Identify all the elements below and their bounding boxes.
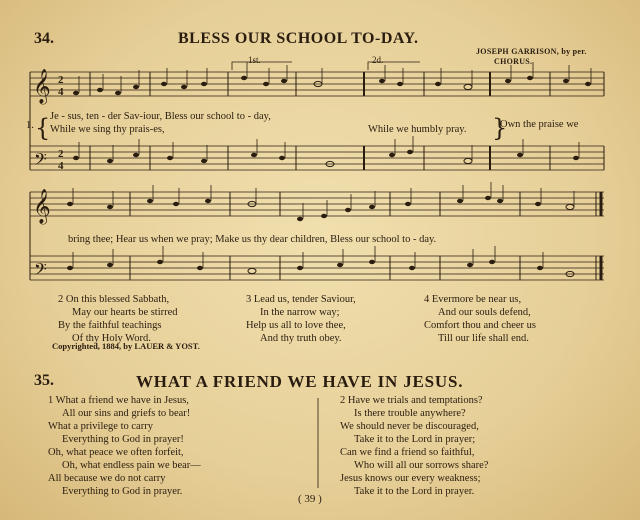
verse-line: Oh, what endless pain we bear— <box>62 460 201 471</box>
verse-2-line: 2 On this blessed Sabbath, <box>58 294 170 305</box>
verse-line: All our sins and griefs to bear! <box>62 408 191 419</box>
verse-line: Is there trouble anywhere? <box>354 408 466 419</box>
verse-2 <box>58 293 178 345</box>
verse-line: All because we do not carry <box>48 473 166 484</box>
verse-line: Everything to God in prayer. <box>62 486 183 497</box>
verse-line: Who will all our sorrows share? <box>354 460 489 471</box>
hymn35-verse-1 <box>48 394 201 498</box>
bass-clef-2: 𝄢 <box>34 259 47 283</box>
verse-line: Everything to God in prayer! <box>62 434 184 445</box>
notes-bass-2 <box>67 246 574 277</box>
hymn-number-34: 34. <box>34 30 54 47</box>
verse-3-line: Help us all to love thee, <box>246 320 346 331</box>
second-ending-label: 2d. <box>372 55 384 65</box>
verse-line: Can we find a friend so faithful, <box>340 447 475 458</box>
time-sig-bottom-1: 4 <box>58 86 64 98</box>
verse-3-line: And thy truth obey. <box>260 333 342 344</box>
first-ending-label: 1st. <box>248 55 261 65</box>
notes-treble-2 <box>67 182 574 221</box>
lyric-brace-right: } <box>492 114 508 142</box>
verse-3 <box>246 293 356 345</box>
verse-4-line: And our souls defend, <box>438 307 531 318</box>
verse-line: Take it to the Lord in prayer. <box>354 486 475 497</box>
bass-staff-1 <box>30 146 604 170</box>
verse-2-line: Of thy Holy Word. <box>72 333 151 344</box>
hymn-title-34: BLESS OUR SCHOOL TO-DAY. <box>178 30 419 47</box>
lyric-line-1b-end: While we humbly pray. <box>368 124 467 135</box>
lyric-line-2: bring thee; Hear us when we pray; Make us thy dear children, Bless our school to - day. <box>68 234 437 245</box>
hymn-number-35: 35. <box>34 372 54 389</box>
verse-2-line: By the faithful teachings <box>58 320 162 331</box>
verse-line: Jesus knows our every weakness; <box>340 473 481 484</box>
time-sig-top-2: 2 <box>58 148 64 160</box>
treble-clef-1: 𝄞 <box>33 69 51 104</box>
treble-clef-2: 𝄞 <box>33 189 51 224</box>
lyric-line-1c: Own the praise we <box>500 119 579 130</box>
verse-4-line: Comfort thou and cheer us <box>424 320 536 331</box>
time-sig-top-1: 2 <box>58 74 64 86</box>
lyric-line-1b: While we sing thy prais-es, <box>50 124 165 135</box>
chorus-label: CHORUS. <box>494 57 533 66</box>
verse-2-line: May our hearts be stirred <box>72 307 178 318</box>
verse-4 <box>424 293 536 345</box>
verse-line: We should never be discouraged, <box>340 421 479 432</box>
lyric-brace-left: { <box>35 114 51 142</box>
bass-clef-1: 𝄢 <box>34 149 47 173</box>
verse-number-1: 1. <box>26 120 34 131</box>
lyric-line-1a: Je - sus, ten - der Sav-iour, Bless our school to - day, <box>50 111 271 122</box>
barlines <box>90 72 604 280</box>
verse-line: Take it to the Lord in prayer; <box>354 434 476 445</box>
verse-line: Oh, what peace we often forfeit, <box>48 447 184 458</box>
composer-credit: JOSEPH GARRISON, by per. <box>476 47 587 56</box>
verse-line: What a privilege to carry <box>48 421 153 432</box>
verse-4-line: 4 Evermore be near us, <box>424 294 522 305</box>
copyright-notice: Copyrighted, 1884, by LAUER & YOST. <box>52 341 200 351</box>
treble-staff-2 <box>30 192 604 216</box>
verse-3-line: 3 Lead us, tender Saviour, <box>246 294 356 305</box>
time-sig-bottom-2: 4 <box>58 160 64 172</box>
verse-4-line: Till our life shall end. <box>438 333 529 344</box>
hymn-title-35: WHAT A FRIEND WE HAVE IN JESUS. <box>136 372 464 391</box>
hymn35-verse-2 <box>340 394 488 498</box>
page-number: ( 39 ) <box>298 493 322 505</box>
verse-line: 2 Have we trials and temptations? <box>340 395 483 406</box>
verse-line: 1 What a friend we have in Jesus, <box>48 395 189 406</box>
bass-staff-2 <box>30 256 604 280</box>
verse-3-line: In the narrow way; <box>260 307 340 318</box>
